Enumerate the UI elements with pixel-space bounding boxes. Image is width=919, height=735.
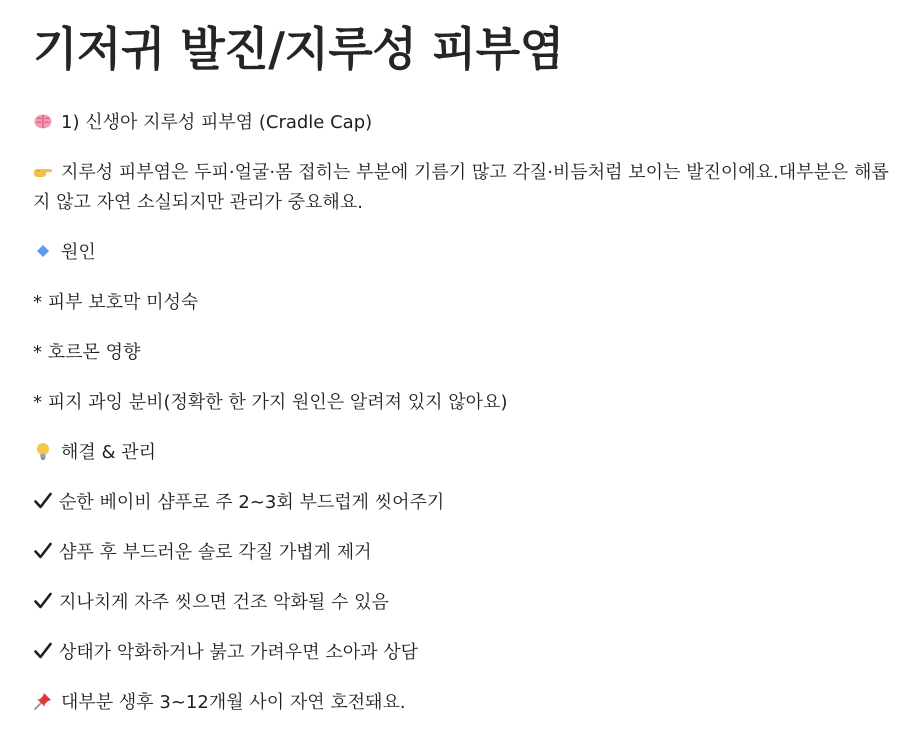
intro-paragraph [33, 158, 899, 218]
solution-text: 순한 베이비 샴푸로 주 2~3회 부드럽게 씻어주기 [59, 492, 445, 513]
pushpin-icon [33, 691, 55, 711]
light-bulb-icon [33, 441, 55, 461]
solution-item [33, 638, 899, 668]
solutions-heading [33, 438, 899, 468]
note-text: 대부분 생후 3~12개월 사이 자연 호전돼요. [61, 692, 406, 713]
section-heading-cradle-cap [33, 108, 899, 138]
pointing-hand-icon [33, 161, 55, 181]
solution-item [33, 588, 899, 618]
document-body [33, 108, 899, 718]
section-heading-text: 1) 신생아 지루성 피부염 (Cradle Cap) [61, 112, 373, 133]
brain-icon [33, 111, 55, 131]
check-mark-icon [33, 641, 53, 661]
solution-text: 샴푸 후 부드러운 솔로 각질 가볍게 제거 [59, 542, 372, 563]
check-mark-icon [33, 591, 53, 611]
causes-heading [33, 238, 899, 268]
cause-item: * 피지 과잉 분비(정확한 한 가지 원인은 알려져 있지 않아요) [33, 392, 508, 413]
solution-text: 지나치게 자주 씻으면 건조 악화될 수 있음 [59, 592, 389, 613]
page-title: 기저귀 발진/지루성 피부염 [33, 22, 564, 76]
cause-item: * 호르몬 영향 [33, 342, 141, 363]
check-mark-icon [33, 491, 53, 511]
intro-text: 지루성 피부염은 두피·얼굴·몸 접히는 부분에 기름기 많고 각질·비듬처럼 보이는 발진이에요.대부분은 해롭지 않고 자연 소실되지만 관리가 중요해요. [33, 162, 889, 213]
note-paragraph [33, 688, 899, 718]
solution-text: 상태가 악화하거나 붉고 가려우면 소아과 상담 [59, 642, 418, 663]
check-mark-icon [33, 541, 53, 561]
solution-item [33, 488, 899, 518]
cause-item: * 피부 보호막 미성숙 [33, 292, 199, 313]
solution-item [33, 538, 899, 568]
solutions-heading-text: 해결 & 관리 [61, 442, 157, 463]
causes-heading-text: 원인 [61, 242, 96, 263]
blue-diamond-icon [33, 241, 55, 261]
